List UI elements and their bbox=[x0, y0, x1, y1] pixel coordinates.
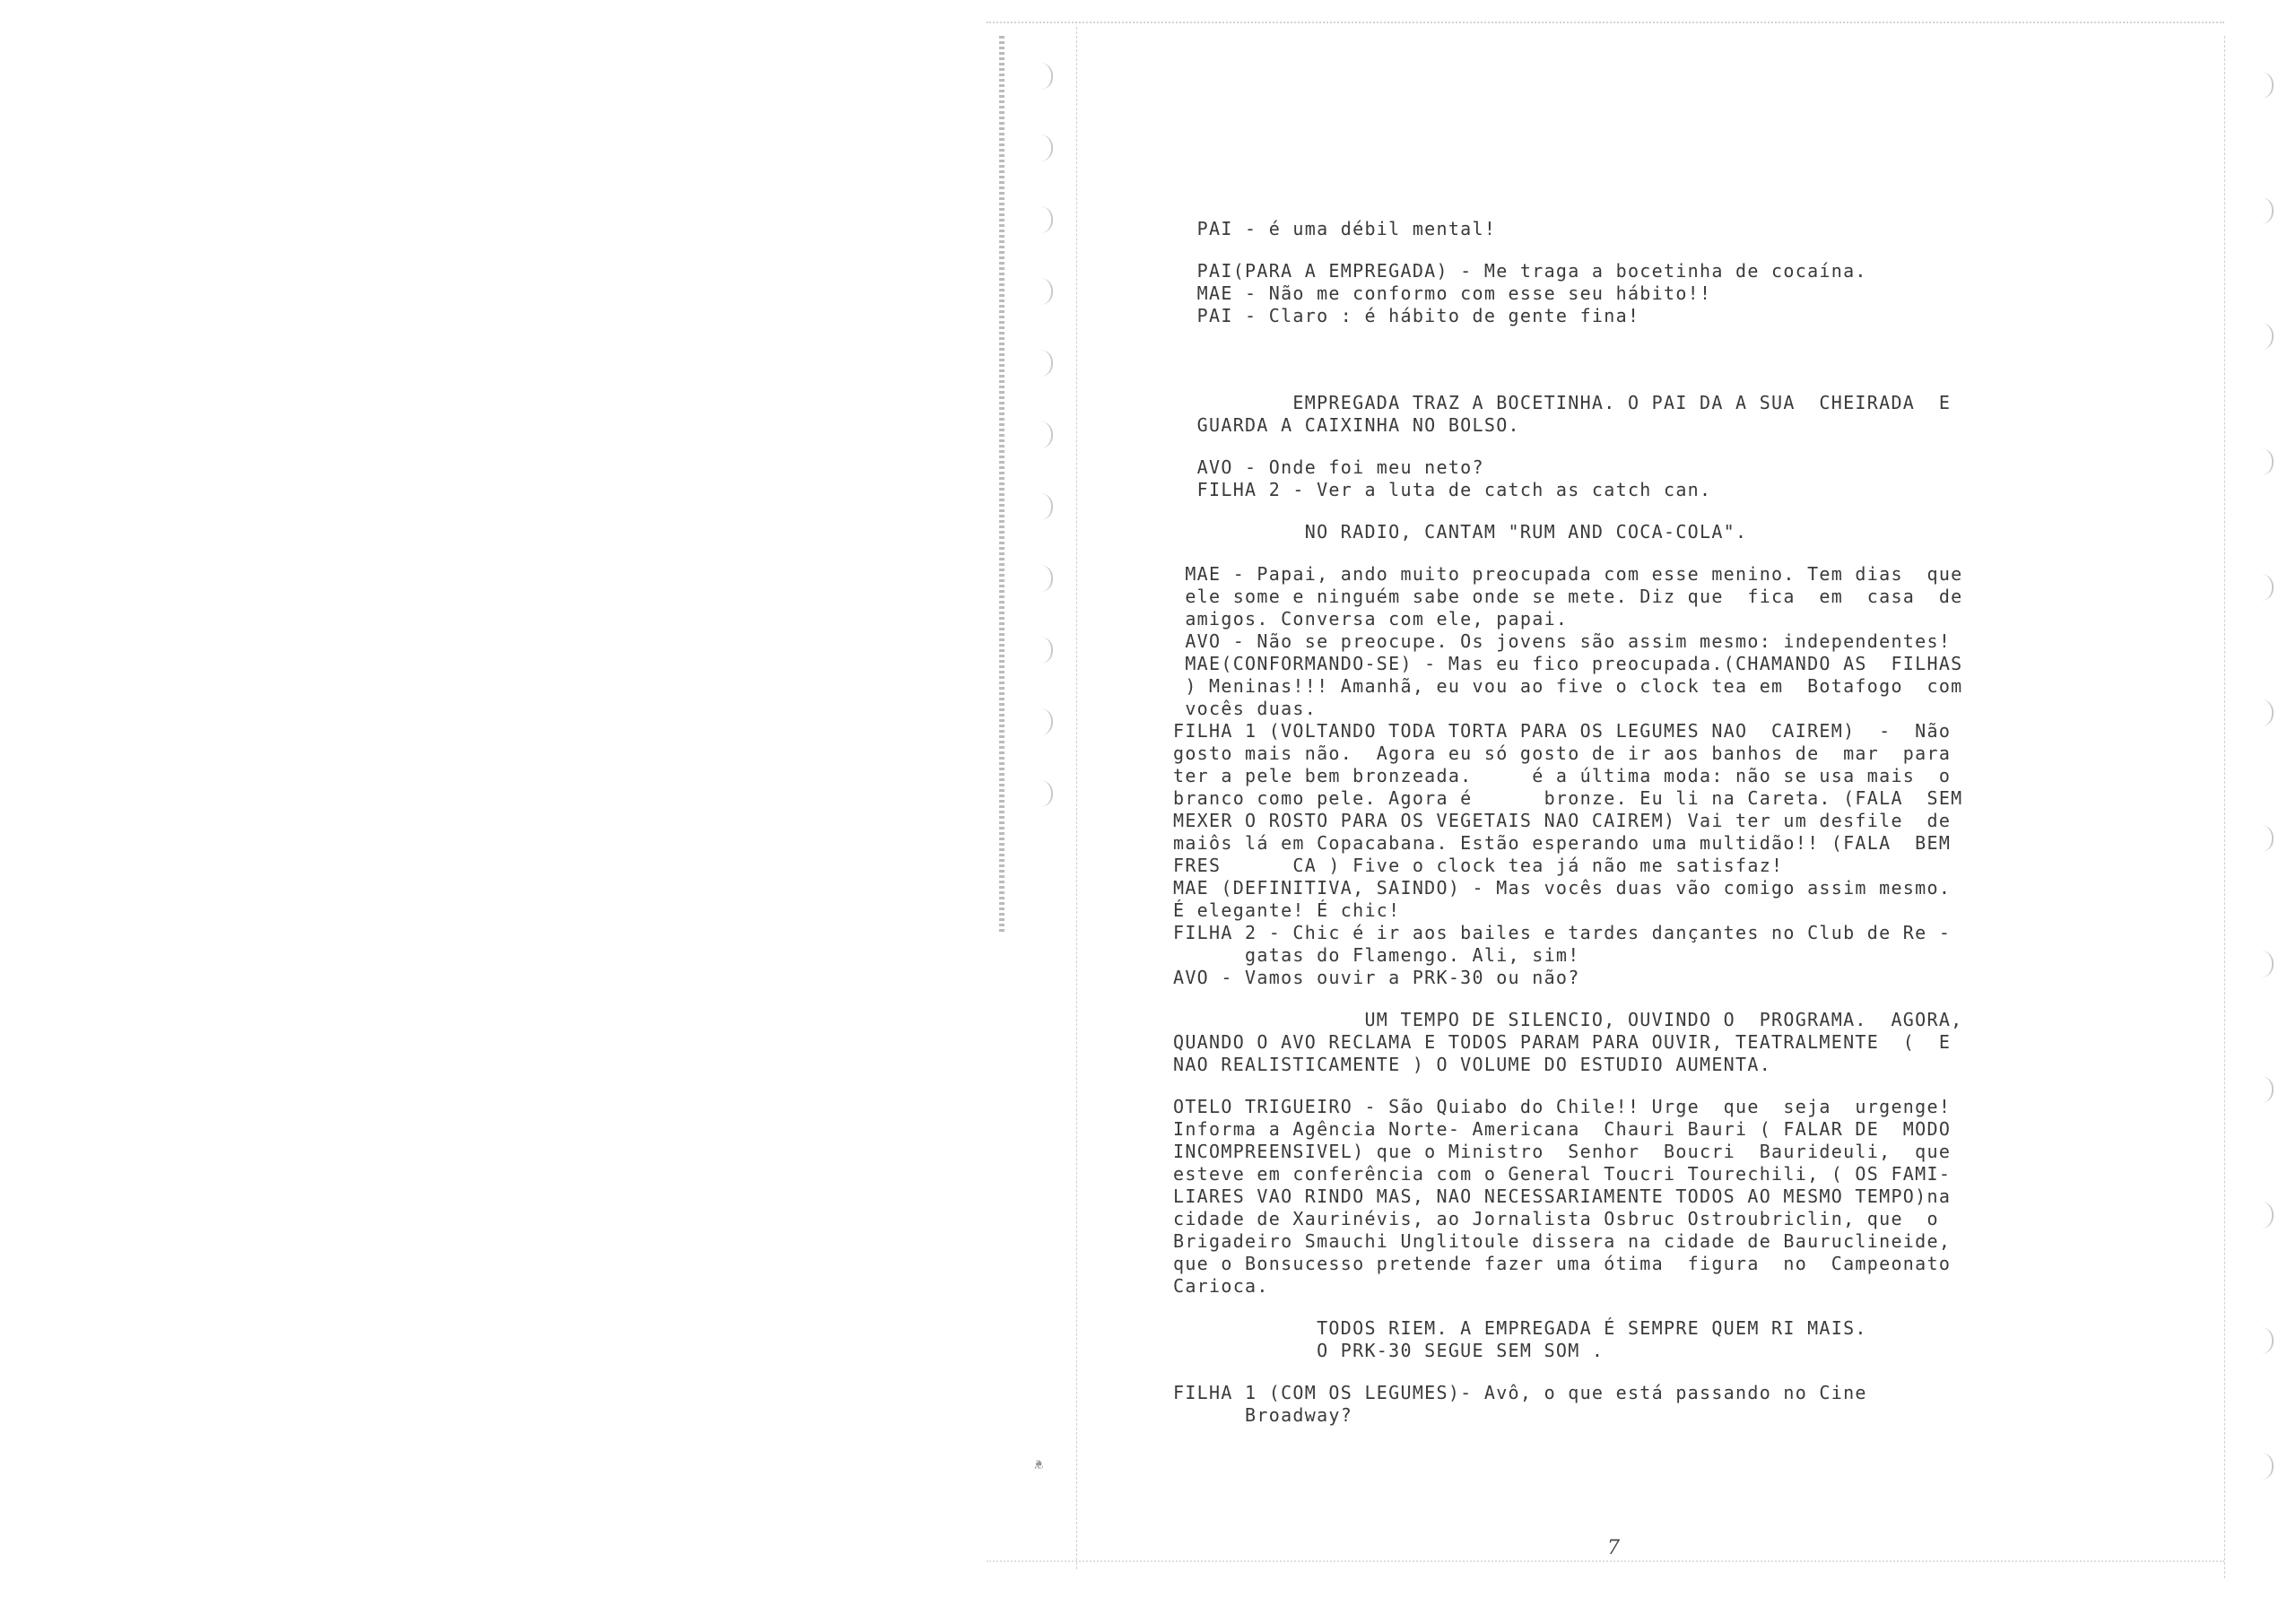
script-block bbox=[1173, 1382, 2088, 1427]
script-line: GUARDA A CAIXINHA NO BOLSO. bbox=[1173, 414, 1520, 436]
script-line: vocês duas. bbox=[1173, 698, 1318, 719]
script-line: MAE - Não me conformo com esse seu hábito!! bbox=[1173, 282, 1712, 304]
script-line: cidade de Xaurinévis, ao Jornalista Osbruc Ostroubriclin, que o bbox=[1173, 1208, 1939, 1229]
bottom-perforation bbox=[987, 1560, 2224, 1566]
script-line: que o Bonsucesso pretende fazer uma ótima figura no Campeonato bbox=[1173, 1253, 1952, 1274]
tractor-hole bbox=[1031, 637, 1053, 664]
top-perforation bbox=[987, 22, 2224, 27]
script-block bbox=[1173, 218, 2088, 240]
script-line: FILHA 1 (COM OS LEGUMES)- Avô, o que está passando no Cine bbox=[1173, 1382, 1867, 1403]
right-tractor-strip bbox=[2224, 36, 2296, 1578]
script-line: branco como pele. Agora é bronze. Eu li na Careta. (FALA SEM bbox=[1173, 787, 1963, 809]
script-line: AVO - Não se preocupe. Os jovens são assim mesmo: independentes! bbox=[1173, 630, 1952, 652]
script-line: TODOS RIEM. A EMPREGADA É SEMPRE QUEM RI MAIS. bbox=[1173, 1317, 1867, 1339]
script-line: LIARES VAO RINDO MAS, NAO NECESSARIAMENTE TODOS AO MESMO TEMPO)na bbox=[1173, 1185, 1952, 1207]
script-block bbox=[1173, 456, 2088, 501]
script-line: INCOMPREENSIVEL) que o Ministro Senhor Boucri Baurideuli, que bbox=[1173, 1141, 1952, 1162]
script-line: ) Meninas!!! Amanhã, eu vou ao five o clock tea em Botafogo com bbox=[1173, 675, 1963, 697]
script-line: OTELO TRIGUEIRO - São Quiabo do Chile!! Urge que seja urgenge! bbox=[1173, 1096, 1952, 1117]
tractor-hole bbox=[1031, 421, 1053, 448]
tractor-hole bbox=[1031, 63, 1053, 90]
script-line: gosto mais não. Agora eu só gosto de ir aos banhos de mar para bbox=[1173, 743, 1952, 764]
tractor-hole bbox=[2252, 72, 2274, 99]
script-line: gatas do Flamengo. Ali, sim! bbox=[1173, 944, 1580, 966]
script-line: É elegante! É chic! bbox=[1173, 899, 1401, 921]
script-line: NO RADIO, CANTAM "RUM AND COCA-COLA". bbox=[1173, 521, 1748, 543]
script-line: PAI - é uma débil mental! bbox=[1173, 218, 1497, 239]
script-line: PAI(PARA A EMPREGADA) - Me traga a bocetinha de cocaína. bbox=[1173, 260, 1867, 282]
tractor-hole bbox=[2252, 1327, 2274, 1354]
tractor-hole bbox=[2252, 1202, 2274, 1229]
script-line: MAE (DEFINITIVA, SAINDO) - Mas vocês duas vão comigo assim mesmo. bbox=[1173, 877, 1952, 899]
script-line: ter a pele bem bronzeada. é a última moda: não se usa mais o bbox=[1173, 765, 1952, 786]
script-line: Broadway? bbox=[1173, 1404, 1353, 1426]
tractor-hole bbox=[2252, 1453, 2274, 1480]
tractor-hole bbox=[2252, 1076, 2274, 1103]
script-line: UM TEMPO DE SILENCIO, OUVINDO O PROGRAMA. AGORA, bbox=[1173, 1009, 1963, 1030]
script-line: NAO REALISTICAMENTE ) O VOLUME DO ESTUDIO AUMENTA. bbox=[1173, 1054, 1772, 1075]
script-line: ele some e ninguém sabe onde se mete. Diz que fica em casa de bbox=[1173, 586, 1963, 607]
tractor-hole bbox=[2252, 323, 2274, 350]
tractor-hole bbox=[2252, 448, 2274, 475]
script-block bbox=[1173, 563, 2088, 989]
script-block bbox=[1173, 1317, 2088, 1362]
script-block bbox=[1173, 392, 2088, 437]
script-line: FILHA 1 (VOLTANDO TODA TORTA PARA OS LEGUMES NAO CAIREM) - Não bbox=[1173, 720, 1952, 742]
script-line: Brigadeiro Smauchi Unglitoule dissera na cidade de Bauruclineide, bbox=[1173, 1230, 1952, 1252]
tractor-hole bbox=[2252, 951, 2274, 977]
script-line: maiôs lá em Copacabana. Estão esperando uma multidão!! (FALA BEM bbox=[1173, 832, 1952, 854]
script-line: esteve em conferência com o General Toucri Tourechili, ( OS FAMI- bbox=[1173, 1163, 1952, 1185]
tractor-hole bbox=[1031, 565, 1053, 592]
script-text bbox=[1173, 218, 2088, 1427]
page-number: 7 bbox=[1607, 1537, 1620, 1559]
script-block bbox=[1173, 1009, 2088, 1076]
tractor-hole bbox=[1031, 350, 1053, 377]
tractor-hole bbox=[2252, 825, 2274, 852]
script-line: FILHA 2 - Ver a luta de catch as catch can. bbox=[1173, 479, 1712, 500]
script-line: FILHA 2 - Chic é ir aos bailes e tardes dançantes no Club de Re - bbox=[1173, 922, 1952, 943]
script-line: MAE(CONFORMANDO-SE) - Mas eu fico preocupada.(CHAMANDO AS FILHAS bbox=[1173, 653, 1963, 674]
tractor-hole bbox=[1031, 708, 1053, 735]
script-line: EMPREGADA TRAZ A BOCETINHA. O PAI DA A SUA CHEIRADA E bbox=[1173, 392, 1952, 413]
tractor-hole bbox=[1031, 493, 1053, 520]
left-tractor-strip bbox=[987, 27, 1077, 1569]
tractor-hole bbox=[1031, 780, 1053, 807]
script-line: MAE - Papai, ando muito preocupada com esse menino. Tem dias que bbox=[1173, 563, 1963, 585]
script-line: Carioca. bbox=[1173, 1275, 1269, 1297]
tractor-hole bbox=[2252, 699, 2274, 726]
script-line: FRES CA ) Five o clock tea já não me satisfaz! bbox=[1173, 855, 1784, 876]
script-line: O PRK-30 SEGUE SEM SOM . bbox=[1173, 1340, 1605, 1361]
script-line: AVO - Vamos ouvir a PRK-30 ou não? bbox=[1173, 967, 1580, 988]
script-block bbox=[1173, 1096, 2088, 1298]
script-block bbox=[1173, 521, 2088, 543]
script-line: AVO - Onde foi meu neto? bbox=[1173, 456, 1484, 478]
script-line: amigos. Conversa com ele, papai. bbox=[1173, 608, 1569, 630]
tractor-hole bbox=[1031, 135, 1053, 161]
script-block bbox=[1173, 260, 2088, 327]
tractor-hole bbox=[2252, 574, 2274, 601]
tractor-hole bbox=[2252, 197, 2274, 224]
script-line: Informa a Agência Norte- Americana Chauri Bauri ( FALAR DE MODO bbox=[1173, 1118, 1952, 1140]
watermark-logo: ❦ bbox=[1031, 1456, 1046, 1471]
script-line: MEXER O ROSTO PARA OS VEGETAIS NAO CAIREM) Vai ter um desfile de bbox=[1173, 810, 1952, 831]
tractor-hole bbox=[1031, 206, 1053, 233]
script-line: PAI - Claro : é hábito de gente fina! bbox=[1173, 305, 1640, 326]
script-line: QUANDO O AVO RECLAMA E TODOS PARAM PARA OUVIR, TEATRALMENTE ( E bbox=[1173, 1031, 1952, 1053]
left-tear-edge bbox=[999, 36, 1004, 933]
tractor-hole bbox=[1031, 278, 1053, 305]
